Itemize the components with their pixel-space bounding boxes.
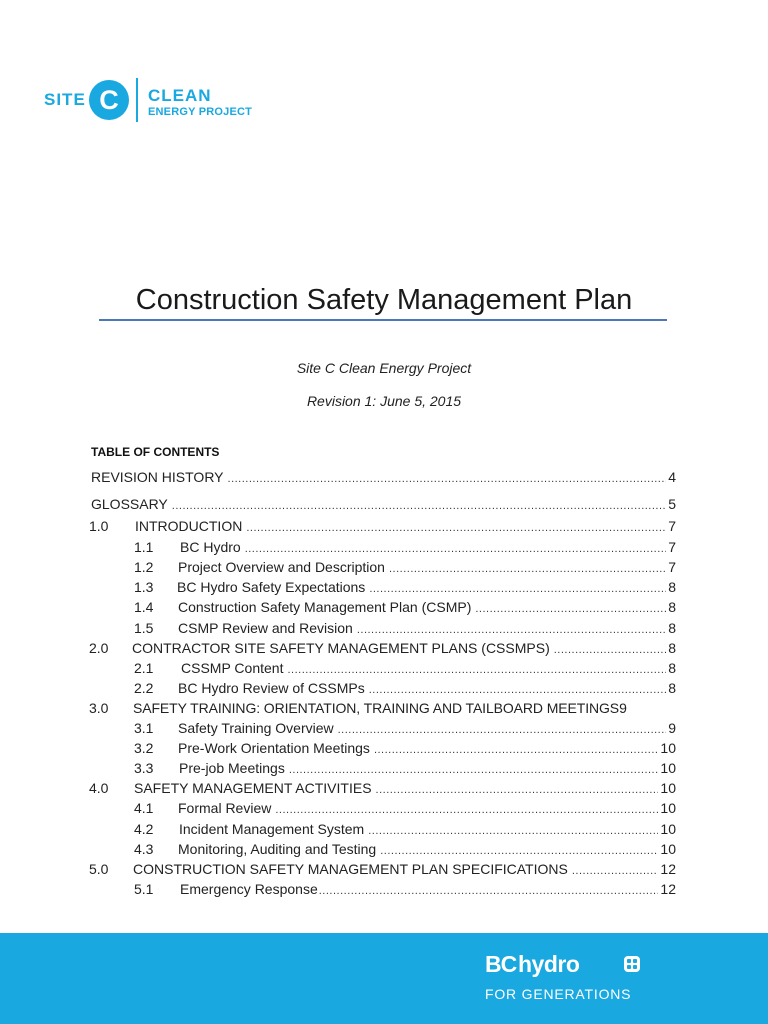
toc-leader	[246, 518, 666, 538]
toc-entry-title: Safety Training Overview	[178, 720, 334, 736]
toc-entry-page: 10	[660, 740, 676, 756]
toc-entry[interactable]	[89, 638, 676, 658]
toc-entry-number: 1.0	[89, 518, 109, 534]
toc-leader	[376, 780, 659, 800]
toc-entry-number: 3.0	[89, 700, 109, 716]
toc-entry[interactable]	[89, 778, 676, 798]
toc-entry-number: 4.2	[134, 821, 154, 837]
toc-entry-title: CONTRACTOR SITE SAFETY MANAGEMENT PLANS (CSSMPS)	[132, 640, 550, 656]
toc-entry-title: Construction Safety Management Plan (CSMP)	[178, 599, 472, 615]
footer-band	[0, 933, 768, 1024]
toc-leader	[374, 740, 658, 760]
toc-leader	[319, 881, 659, 901]
toc-entry-page: 12	[660, 881, 676, 897]
toc-entry-page: 10	[660, 841, 676, 857]
toc-entry-page: 9	[668, 720, 676, 736]
toc-leader	[475, 599, 666, 619]
toc-entry[interactable]	[134, 879, 676, 899]
toc-entry-number: 1.3	[134, 579, 154, 595]
toc-entry-title: GLOSSARY	[91, 496, 168, 512]
bc-hydro-logo	[485, 951, 645, 981]
toc-entry[interactable]	[134, 618, 676, 638]
toc-leader	[369, 579, 666, 599]
toc-entry[interactable]	[134, 537, 676, 557]
toc-entry-title: Project Overview and Description	[178, 559, 385, 575]
toc-entry-title: REVISION HISTORY	[91, 469, 224, 485]
bc-hydro-logo-hydro: hydro	[518, 951, 580, 977]
toc-leader	[572, 861, 659, 881]
toc-leader	[172, 496, 666, 516]
toc-entry-title: BC Hydro	[180, 539, 241, 555]
logo-c-letter: C	[99, 85, 119, 115]
document-title: Construction Safety Management Plan	[135, 284, 633, 316]
toc-entry-title: Emergency Response	[180, 881, 318, 897]
toc-entry-title: Pre-Work Orientation Meetings	[178, 740, 370, 756]
toc-entry-title: CSMP Review and Revision	[178, 620, 353, 636]
toc-entry[interactable]	[91, 494, 676, 514]
logo-c-mark	[88, 79, 130, 126]
toc-entry-title: SAFETY TRAINING: ORIENTATION, TRAINING AND TAILBOARD MEETINGS	[133, 700, 620, 716]
toc-entry-number: 2.1	[134, 660, 154, 676]
site-c-logo	[44, 76, 274, 126]
toc-entry-number: 1.2	[134, 559, 154, 575]
logo-site-text: SITE	[44, 90, 86, 109]
bc-hydro-tagline: FOR GENERATIONS	[485, 986, 632, 1002]
toc-entry-number: 4.0	[89, 780, 109, 796]
title-underline	[99, 319, 667, 321]
toc-heading: TABLE OF CONTENTS	[91, 445, 220, 459]
toc-entry-number: 4.1	[134, 800, 154, 816]
toc-entry[interactable]	[134, 738, 676, 758]
document-revision: Revision 1: June 5, 2015	[306, 393, 462, 409]
toc-entry-number: 1.1	[134, 539, 154, 555]
toc-entry[interactable]	[89, 859, 676, 879]
toc-entry-page: 5	[668, 496, 676, 512]
toc-entry-page: 10	[660, 800, 676, 816]
logo-divider	[136, 78, 138, 122]
toc-entry-page: 7	[668, 539, 676, 555]
toc-entry-number: 2.0	[89, 640, 109, 656]
toc-entry-page: 8	[668, 579, 676, 595]
toc-entry[interactable]	[134, 718, 676, 738]
toc-entry-page: 10	[660, 821, 676, 837]
toc-leader	[228, 469, 667, 489]
toc-entry-title: BC Hydro Review of CSSMPs	[178, 680, 365, 696]
toc-entry[interactable]	[134, 678, 676, 698]
toc-entry-title: Pre-job Meetings	[179, 760, 285, 776]
toc-entry-page: 4	[668, 469, 676, 485]
toc-entry-page: 8	[668, 660, 676, 676]
toc-entry-page: 8	[668, 620, 676, 636]
toc-entry-page: 7	[668, 518, 676, 534]
toc-leader	[289, 760, 659, 780]
toc-leader	[245, 539, 667, 559]
toc-leader	[287, 660, 666, 680]
toc-entry[interactable]	[89, 698, 676, 718]
toc-entry-page: 10	[660, 760, 676, 776]
toc-entry-page: 9	[619, 700, 627, 716]
toc-leader	[275, 800, 658, 820]
toc-entry-title: CSSMP Content	[181, 660, 284, 676]
toc-entry-page: 8	[668, 680, 676, 696]
toc-entry-number: 5.0	[89, 861, 109, 877]
toc-entry-page: 12	[660, 861, 676, 877]
toc-leader	[338, 720, 667, 740]
toc-entry-number: 1.4	[134, 599, 154, 615]
toc-entry[interactable]	[134, 577, 676, 597]
toc-entry-page: 7	[668, 559, 676, 575]
toc-entry-number: 2.2	[134, 680, 154, 696]
toc-leader	[554, 640, 666, 660]
toc-entry-title: BC Hydro Safety Expectations	[177, 579, 366, 595]
toc-leader	[357, 620, 666, 640]
bc-hydro-logo-bc: BC	[485, 951, 517, 977]
toc-entry-title: Monitoring, Auditing and Testing	[178, 841, 377, 857]
toc-entry[interactable]	[134, 798, 676, 818]
toc-entry-title: INTRODUCTION	[135, 518, 243, 534]
toc-leader	[368, 821, 658, 841]
toc-leader	[380, 841, 658, 861]
toc-entry[interactable]	[134, 839, 676, 859]
bc-hydro-mark-icon	[623, 955, 641, 978]
toc-entry[interactable]	[91, 467, 676, 487]
toc-entry-title: Formal Review	[178, 800, 272, 816]
toc-entry[interactable]	[89, 516, 676, 536]
toc-entry-title: Incident Management System	[179, 821, 365, 837]
toc-leader	[369, 680, 666, 700]
toc-entry-number: 1.5	[134, 620, 154, 636]
toc-entry[interactable]	[134, 658, 676, 678]
toc-leader	[389, 559, 666, 579]
toc-entry-page: 8	[668, 640, 676, 656]
toc-entry[interactable]	[134, 758, 676, 778]
toc-entry[interactable]	[134, 557, 676, 577]
document-subtitle: Site C Clean Energy Project	[296, 360, 472, 376]
logo-clean-text: CLEAN	[148, 86, 212, 105]
toc-entry-number: 3.2	[134, 740, 154, 756]
toc-entry-title: CONSTRUCTION SAFETY MANAGEMENT PLAN SPECIFICATIONS	[133, 861, 568, 877]
toc-entry-number: 4.3	[134, 841, 154, 857]
toc-entry-number: 5.1	[134, 881, 154, 897]
toc-entry-number: 3.1	[134, 720, 154, 736]
toc-entry[interactable]	[134, 597, 676, 617]
toc-entry-number: 3.3	[134, 760, 154, 776]
toc-entry-title: SAFETY MANAGEMENT ACTIVITIES	[134, 780, 372, 796]
toc-entry-page: 8	[668, 599, 676, 615]
toc-entry[interactable]	[134, 819, 676, 839]
toc-entry-page: 10	[660, 780, 676, 796]
logo-energy-text: ENERGY PROJECT	[148, 106, 253, 118]
